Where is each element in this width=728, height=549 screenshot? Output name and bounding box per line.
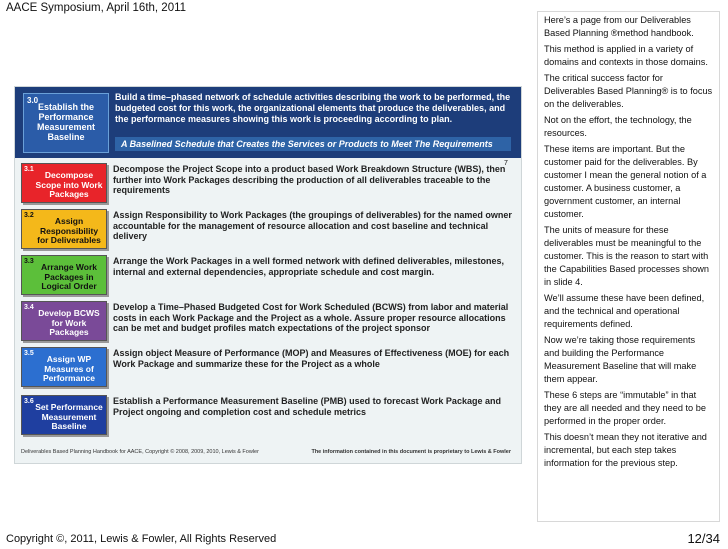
step-box [21,301,107,341]
step-row [19,207,517,253]
step-row [19,299,517,345]
notes-paragraph: Here’s a page from our Deliverables Based Planning ®method handbook. [544,15,694,38]
notes-paragraph: Now we’re taking those requirements and building the Performance Measurement Baseline that will make them appear. [544,335,697,384]
step-description: Establish a Performance Measurement Baseline (PMB) used to forecast Work Package and Project ongoing and completion cost and schedule metrics [113,396,501,417]
step-row [19,161,517,207]
step-label: Assign Responsibility for Deliverables [37,216,101,245]
page-number: 12/34 [687,531,720,546]
step-tagline: A Baselined Schedule that Creates the Services or Products to Meet The Requirements [115,137,511,151]
slide-image [14,86,522,464]
step-description: Assign object Measure of Performance (MOP) and Measures of Effectiveness (MOE) for each Work Package and summarize these for the Project as a whole [113,348,510,369]
step-number: 3.4 [24,304,34,311]
notes-paragraph: This doesn’t mean they not iterative and incremental, but each step takes information for the previous step. [544,432,707,468]
step-label: Arrange Work Packages in Logical Order [40,262,98,291]
step-label: Set Performance Measurement Baseline [35,402,103,431]
step-number: 3.3 [24,258,34,265]
step-label: Decompose Scope into Work Packages [35,170,103,199]
footer-copyright: Copyright ©, 2011, Lewis & Fowler, All Rights Reserved [6,533,277,545]
step-number: 3.1 [24,166,34,173]
notes-paragraph: Not on the effort, the technology, the resources. [544,115,692,138]
step-description: Assign Responsibility to Work Packages (the groupings of deliverables) for the named owner accountable for the management of resource allocation and cost baseline and technical delivery [113,210,512,241]
step-label: Develop BCWS for Work Packages [38,308,100,337]
header-title: AACE Symposium, April 16th, 2011 [6,2,187,14]
step-box [21,395,107,435]
notes-paragraph: We’ll assume these have been defined, and the technical and operational requirements defined. [544,293,705,329]
step-label: Establish the Performance Measurement Baseline [36,102,96,142]
step-description: Arrange the Work Packages in a well formed network with defined deliverables, milestones, internal and external dependencies, appropriate schedule and cost margin. [113,256,504,277]
slide-page-marker: 7 [504,160,508,167]
slide-footer-left: Deliverables Based Planning Handbook for AACE, Copyright © 2008, 2009, 2010, Lewis & Fowler [21,449,259,455]
notes-paragraph: The units of measure for these deliverables must be meaningful to the customer. This is the reason to start with the Capabilities Based processes shown in slide 4. [544,225,709,287]
step-box [21,255,107,295]
step-number: 3.5 [24,350,34,357]
step-label: Assign WP Measures of Performance [43,354,95,383]
step-3-0-box [23,93,109,153]
step-row [19,393,517,439]
notes-paragraph: These items are important. But the customer paid for the deliverables. By customer I mean the general notion of a customer. A business customer, a government customer, an internal customer. [544,144,707,219]
speaker-notes [537,11,720,522]
notes-paragraph: This method is applied in a variety of domains and contexts in those domains. [544,44,708,67]
step-row [19,253,517,299]
step-box [21,347,107,387]
step-description: Develop a Time–Phased Budgeted Cost for Work Scheduled (BCWS) from labor and material costs in each Work Package and the Project as a whole. Assure proper resource allocations can be met and budget profiles match expectations of the project sponsor [113,302,509,333]
step-description: Build a time–phased network of schedule activities describing the work to be performed, the budgeted cost for this work, the organizational elements that produce the deliverables, and the performance measures showing this work is proceeding according to plan. [115,92,511,124]
step-row [19,345,517,391]
step-box [21,209,107,249]
notes-paragraph: These 6 steps are “immutable” in that they are all needed and they need to be performed in the proper order. [544,390,706,426]
slide-footer [21,449,515,455]
step-number: 3.0 [27,96,39,105]
notes-paragraph: The critical success factor for Deliverables Based Planning® is to focus on the deliverables. [544,73,713,109]
slide-footer-right: The information contained in this document is proprietary to Lewis & Fowler [311,449,511,455]
step-number: 3.6 [24,398,34,405]
step-number: 3.2 [24,212,34,219]
step-box [21,163,107,203]
slide-top-banner [15,87,521,158]
step-description: Decompose the Project Scope into a product based Work Breakdown Structure (WBS), then further into Work Packages describing the production of all deliverables traceable to the requirements [113,164,506,195]
